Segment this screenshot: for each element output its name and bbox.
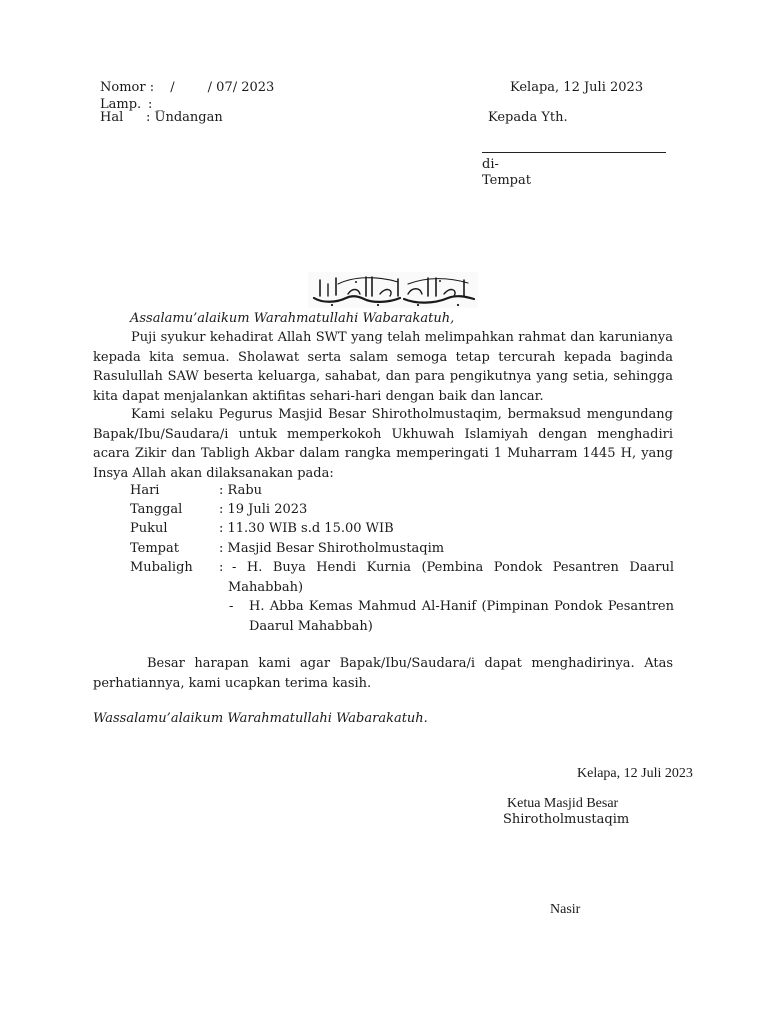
pukul-value: : 11.30 WIB s.d 15.00 WIB — [219, 521, 394, 536]
paragraph-gratitude-text: Puji syukur kehadirat Allah SWT yang telah melimpahkan rahmat dan karunianya kepada kita semua. Sholawat serta salam semoga tetap tercurah kepada baginda Rasulullah SAW beserta keluarga, sahabat, dan para pengikutnya yang setia, sehingga kita dapat menjalankan aktifitas sehari-hari dengan baik dan lancar. — [93, 330, 673, 404]
nomor-label: Nomor : — [100, 80, 155, 95]
paragraph-invitation-text: Kami selaku Pegurus Masjid Besar Shirotholmustaqim, bermaksud mengundang Bapak/Ibu/Saudara/i untuk memperkokoh Ukhuwah Islamiyah dengan menghadiri acara Zikir dan Tabligh Akbar dalam rangka memperingati 1 Muharram 1445 H, yang Insya Allah akan dilaksanakan pada: — [93, 407, 673, 481]
paragraph-closing-text: Besar harapan kami agar Bapak/Ibu/Saudara/i dapat menghadirinya. Atas perhatiannya, kami ucapkan terima kasih. — [93, 656, 673, 691]
hal-label: Hal — [100, 110, 124, 125]
signature-role-line2: Shirotholmustaqim — [503, 812, 630, 827]
recipient-blank-line — [482, 152, 666, 153]
signature-role-line1: Ketua Masjid Besar — [507, 796, 619, 811]
paragraph-gratitude — [93, 328, 673, 406]
signature-place-date: Kelapa, 12 Juli 2023 — [577, 766, 693, 781]
letter-date: Kelapa, 12 Juli 2023 — [510, 80, 644, 95]
mubaligh-speaker-1: - H. Buya Hendi Kurnia (Pembina Pondok Pesantren Daarul Mahabbah) — [228, 560, 674, 595]
paragraph-closing — [93, 654, 673, 693]
mubaligh-speaker-2-dash: - — [229, 599, 234, 614]
signature-name: Nasir — [550, 902, 581, 917]
mubaligh-label: Mubaligh — [130, 560, 193, 575]
opening-greeting: Assalamu’alaikum Warahmatullahi Wabarakatuh, — [130, 311, 455, 326]
nomor-value: / / 07/ 2023 — [170, 80, 275, 95]
tanggal-value: : 19 Juli 2023 — [219, 502, 308, 517]
recipient-label: Kepada Yth. — [488, 110, 568, 125]
recipient-di: di- — [482, 157, 499, 172]
tanggal-label: Tanggal — [130, 502, 183, 517]
paragraph-invitation — [93, 405, 673, 483]
basmalah-calligraphy — [308, 272, 478, 308]
hari-label: Hari — [130, 483, 160, 498]
mubaligh-colon: : — [219, 560, 224, 575]
recipient-tempat: Tempat — [482, 173, 531, 188]
letter-subject — [100, 108, 223, 128]
hari-value: : Rabu — [219, 483, 263, 498]
lamp-label: Lamp. — [100, 97, 142, 112]
pukul-label: Pukul — [130, 521, 168, 536]
closing-greeting: Wassalamu’alaikum Warahmatullahi Wabarakatuh. — [93, 711, 428, 726]
mubaligh-speaker-2: H. Abba Kemas Mahmud Al-Hanif (Pimpinan Pondok Pesantren Daarul Mahabbah) — [249, 599, 674, 634]
hal-value: : Undangan — [146, 110, 223, 125]
lamp-value: : _ — [148, 97, 164, 112]
tempat-value: : Masjid Besar Shirotholmustaqim — [219, 541, 445, 556]
tempat-label: Tempat — [130, 541, 179, 556]
